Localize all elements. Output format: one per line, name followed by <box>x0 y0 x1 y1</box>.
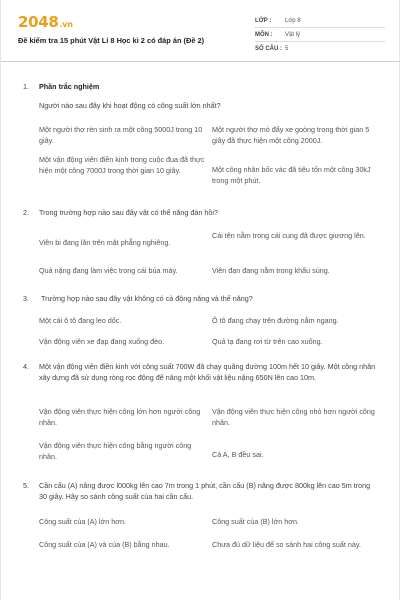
question-number: 2. <box>23 208 29 217</box>
question-1-option-a[interactable]: Một người thợ rèn sinh ra một công 5000J trong 10 giây. <box>39 125 203 145</box>
document-meta <box>255 14 385 56</box>
question-1-option-c[interactable]: Một vận động viên điền kinh trong cuộc đua đã thực hiện một công 7000J trong thời gian 10 giây. <box>39 155 205 175</box>
site-logo[interactable] <box>18 13 73 31</box>
question-2-option-d[interactable]: Viên đạn đang nằm trong khẩu súng. <box>212 266 330 275</box>
section-title: Phần trắc nghiệm <box>39 82 100 91</box>
question-number: 4. <box>23 362 29 371</box>
question-5-option-b[interactable]: Công suất của (B) lớn hơn. <box>212 517 299 526</box>
meta-value: Lớp 8 <box>285 17 301 24</box>
question-4-option-a[interactable]: Vận động viên thực hiện công lớn hơn người công nhân. <box>39 407 201 427</box>
question-2-option-b[interactable]: Cái tên nằm trong cái cung đã được giương lên. <box>212 231 366 240</box>
question-1-option-b[interactable]: Một người thợ mỏ đẩy xe goòng trong thời gian 5 giây đã thực hiện một công 2000J. <box>212 125 370 145</box>
document-header <box>1 0 400 62</box>
question-5-option-c[interactable]: Công suất của (A) và của (B) bằng nhau. <box>39 540 170 549</box>
meta-label: SỐ CÂU : <box>255 46 282 52</box>
question-3-option-b[interactable]: Ô tô đang chạy trên đường nằm ngang. <box>212 316 339 325</box>
question-3-option-c[interactable]: Vận động viên xe đạp đang xuống đèo. <box>39 337 165 346</box>
question-number: 3. <box>23 294 29 303</box>
question-2-option-c[interactable]: Quả nặng đang làm việc trong cái búa máy. <box>39 266 178 275</box>
meta-row-count <box>255 42 385 56</box>
question-5-option-a[interactable]: Công suất của (A) lớn hơn. <box>39 517 126 526</box>
question-4-option-c[interactable]: Vận động viên thực hiện công bằng người công nhân. <box>39 441 192 461</box>
question-4-option-b[interactable]: Vận động viên thực hiện công nhỏ hơn người công nhân. <box>212 407 375 427</box>
meta-value: 5 <box>285 46 289 52</box>
question-text: Người nào sau đây khi hoạt động có công suất lớn nhất? <box>39 101 221 110</box>
meta-label: MÔN : <box>255 31 273 38</box>
question-text: Cần cẩu (A) nâng được l000kg lên cao 7m trong 1 phút, cần cẩu (B) nâng được 800kg lên cao 5m trong 30 giây. Hãy so sánh công suất của hai cần cẩu. <box>39 481 371 501</box>
question-3-option-d[interactable]: Quả tạ đang rơi từ trên cao xuống. <box>212 337 323 346</box>
question-number: 5. <box>23 481 29 490</box>
section-number: 1. <box>23 82 29 91</box>
question-5-option-d[interactable]: Chưa đủ dữ liệu để so sánh hai công suất này. <box>212 540 361 549</box>
question-1-option-d[interactable]: Một công nhân bốc vác đã tiêu tốn một công 30kJ trong một phút. <box>212 165 371 185</box>
question-3-option-a[interactable]: Một cái ô tô đang leo dốc. <box>39 316 122 325</box>
question-text: Một vận động viên điền kinh với công suất 700W đã chạy quãng đường 100m hết 10 giây. Một công nhân xây dựng đã sử dụng ròng rọc động để nâng một khối vật liệu nặng 650N lên cao 10m. <box>39 362 376 382</box>
meta-row-subject <box>255 28 385 42</box>
question-text: Trong trường hợp nào sau đây vật có thế năng đàn hồi? <box>39 208 219 217</box>
question-4-option-d[interactable]: Cả A, B đều sai. <box>212 450 264 459</box>
meta-value: Vật lý <box>285 31 301 38</box>
question-2-option-a[interactable]: Viên bi đang lăn trên mặt phẳng nghiêng. <box>39 238 171 247</box>
logo-suffix: .vn <box>59 20 73 29</box>
document-title: Đề kiểm tra 15 phút Vật Lí 8 Học kì 2 có đáp án (Đề 2) <box>18 36 205 45</box>
question-text: Trường hợp nào sau đây vật không có cả động năng và thế năng? <box>41 294 253 303</box>
meta-row-class <box>255 14 385 28</box>
meta-label: LỚP : <box>255 17 272 24</box>
logo-text: 2048 <box>18 13 59 31</box>
